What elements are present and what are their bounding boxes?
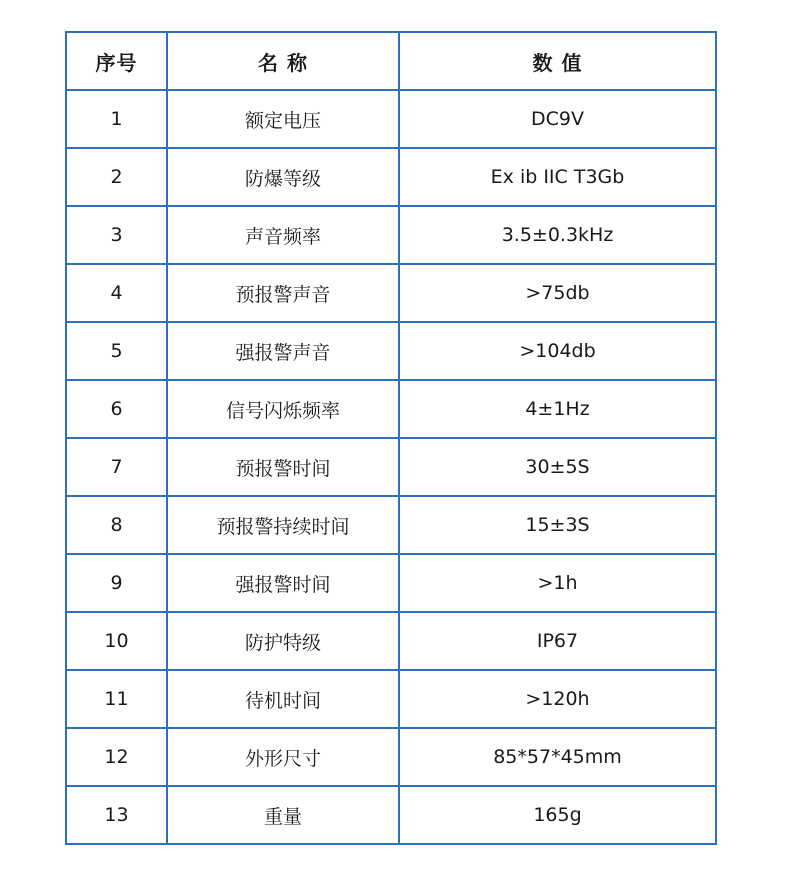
table-row	[66, 148, 716, 206]
row-name: 强报警时间	[167, 554, 399, 612]
table-row	[66, 612, 716, 670]
row-name: 外形尺寸	[167, 728, 399, 786]
row-value: IP67	[399, 612, 716, 670]
row-value: Ex ib IIC T3Gb	[399, 148, 716, 206]
header-index: 序号	[66, 32, 167, 90]
row-name: 待机时间	[167, 670, 399, 728]
row-value: >1h	[399, 554, 716, 612]
table-row	[66, 554, 716, 612]
row-name: 强报警声音	[167, 322, 399, 380]
row-value: >75db	[399, 264, 716, 322]
row-name: 预报警声音	[167, 264, 399, 322]
spec-table	[65, 31, 717, 845]
table-row	[66, 496, 716, 554]
table-row	[66, 670, 716, 728]
row-index: 13	[66, 786, 167, 844]
table-row	[66, 264, 716, 322]
row-name: 预报警持续时间	[167, 496, 399, 554]
row-index: 4	[66, 264, 167, 322]
row-index: 6	[66, 380, 167, 438]
row-index: 8	[66, 496, 167, 554]
row-value: 15±3S	[399, 496, 716, 554]
table-row	[66, 728, 716, 786]
row-index: 5	[66, 322, 167, 380]
row-index: 2	[66, 148, 167, 206]
table-row	[66, 786, 716, 844]
table-row	[66, 206, 716, 264]
row-value: 3.5±0.3kHz	[399, 206, 716, 264]
row-index: 9	[66, 554, 167, 612]
row-index: 7	[66, 438, 167, 496]
row-index: 11	[66, 670, 167, 728]
header-value: 数 值	[399, 32, 716, 90]
table-row	[66, 438, 716, 496]
row-name: 信号闪烁频率	[167, 380, 399, 438]
row-index: 12	[66, 728, 167, 786]
row-name: 声音频率	[167, 206, 399, 264]
row-index: 3	[66, 206, 167, 264]
row-index: 10	[66, 612, 167, 670]
table-row	[66, 90, 716, 148]
header-name: 名 称	[167, 32, 399, 90]
row-name: 额定电压	[167, 90, 399, 148]
row-value: 85*57*45mm	[399, 728, 716, 786]
table-row	[66, 380, 716, 438]
row-index: 1	[66, 90, 167, 148]
table-header-row	[66, 32, 716, 90]
row-value: >104db	[399, 322, 716, 380]
row-value: >120h	[399, 670, 716, 728]
row-name: 预报警时间	[167, 438, 399, 496]
row-name: 防护特级	[167, 612, 399, 670]
table-row	[66, 322, 716, 380]
row-value: 165g	[399, 786, 716, 844]
row-name: 重量	[167, 786, 399, 844]
row-value: 4±1Hz	[399, 380, 716, 438]
row-value: 30±5S	[399, 438, 716, 496]
row-name: 防爆等级	[167, 148, 399, 206]
row-value: DC9V	[399, 90, 716, 148]
